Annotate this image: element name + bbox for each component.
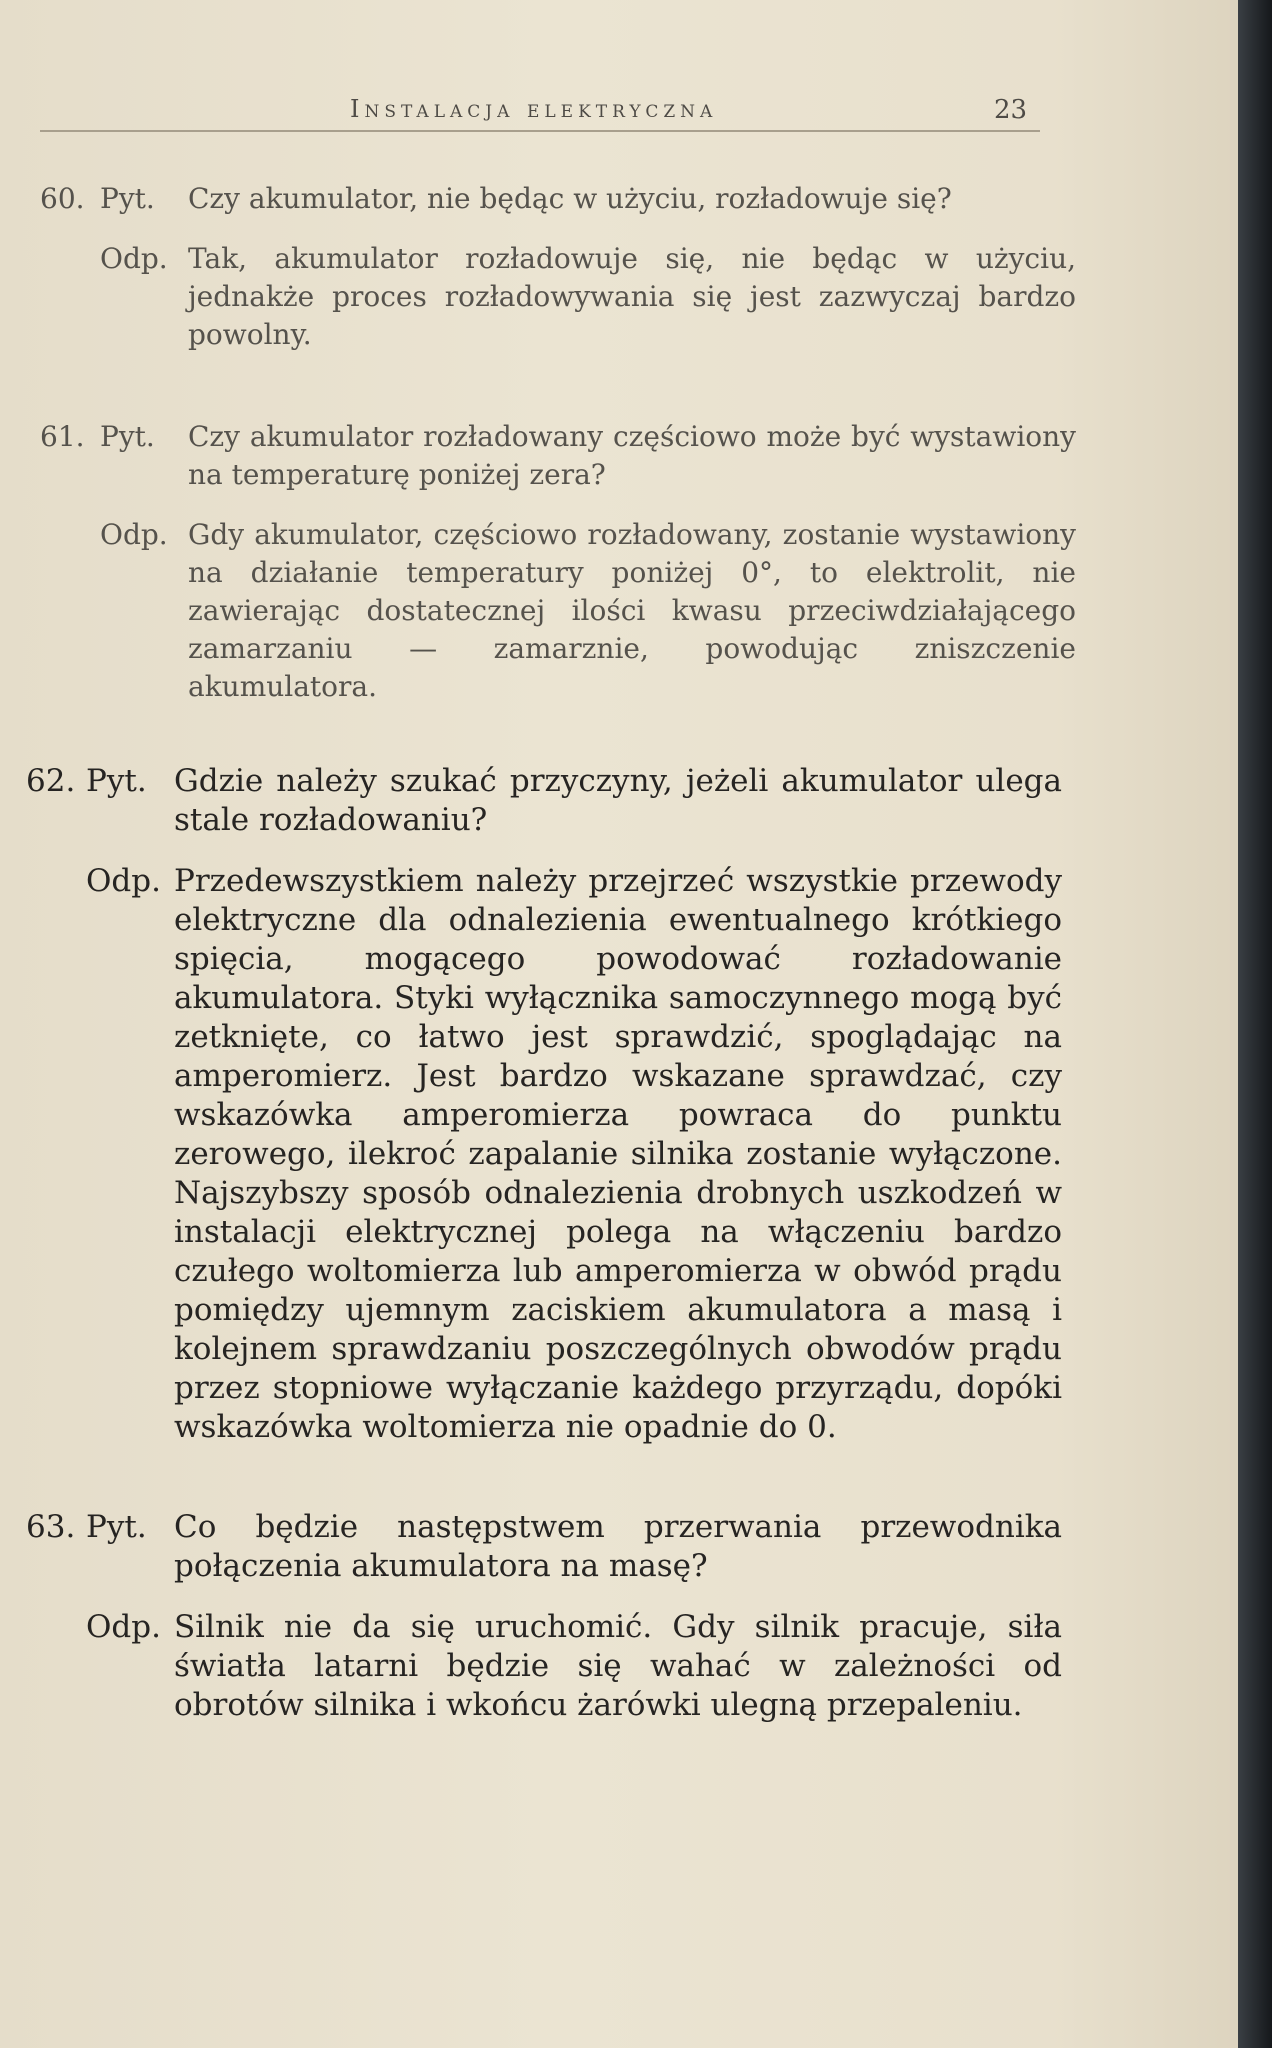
answer-label: Odp. xyxy=(86,1609,161,1645)
answer xyxy=(26,1608,1062,1725)
question-label: Pyt. xyxy=(100,182,155,215)
question-label: Pyt. xyxy=(86,1509,147,1545)
item-number: 63. xyxy=(26,1509,76,1545)
qa-item-63 xyxy=(26,1508,1062,1725)
header-rule xyxy=(40,130,1040,132)
question xyxy=(40,180,1076,218)
question-text: Gdzie należy szukać przyczyny, jeżeli akumulator ulega stale rozładowaniu? xyxy=(174,763,1062,838)
item-number: 61. xyxy=(40,420,85,453)
answer-text: Gdy akumulator, częściowo rozładowany, zostanie wystawiony na działanie temperatury poniżej 0°, to elektrolit, nie zawierając dostatecznej ilości kwasu przeciwdziałającego zamarzaniu — zamarznie, powodując zniszczenie akumulatora. xyxy=(188,518,1076,703)
question-label: Pyt. xyxy=(86,763,147,799)
answer xyxy=(26,862,1062,1447)
answer-text: Silnik nie da się uruchomić. Gdy silnik pracuje, siła światła latarni będzie się wahać w zależności od obrotów silnika i wkońcu żarówki ulegną przepaleniu. xyxy=(174,1609,1062,1723)
answer-label: Odp. xyxy=(86,863,161,899)
running-title: Instalacja elektryczna xyxy=(350,95,718,123)
answer-text: Przedewszystkiem należy przejrzeć wszystkie przewody elektryczne dla odnalezienia ewentualnego krótkiego spięcia, mogącego powodować rozładowanie akumulatora. Styki wyłącznika samoczynnego mogą być zetknięte, co łatwo jest sprawdzić, spoglądając na amperomierz. Jest bardzo wskazane sprawdzać, czy wskazówka amperomierza powraca do punktu zerowego, ilekroć zapalanie silnika zostanie wyłączone. Najszybszy sposób odnalezienia drobnych uszkodzeń w instalacji elektrycznej polega na włączeniu bardzo czułego woltomierza lub amperomierza w obwód prądu pomiędzy ujemnym zaciskiem akumulatora a masą i kolejnem sprawdzaniu poszczególnych obwodów prądu przez stopniowe wyłączanie każdego przyrządu, dopóki wskazówka woltomierza nie opadnie do 0. xyxy=(174,863,1062,1445)
running-head xyxy=(0,95,1238,135)
answer-label: Odp. xyxy=(100,242,168,275)
answer xyxy=(40,240,1076,354)
question-text: Czy akumulator, nie będąc w użyciu, rozładowuje się? xyxy=(188,182,952,215)
page-number: 23 xyxy=(994,95,1028,125)
question xyxy=(26,1508,1062,1586)
answer-label: Odp. xyxy=(100,518,168,551)
question-label: Pyt. xyxy=(100,420,155,453)
answer-text: Tak, akumulator rozładowuje się, nie będąc w użyciu, jednakże proces rozładowywania się jest zazwyczaj bardzo powolny. xyxy=(188,242,1076,351)
item-number: 60. xyxy=(40,182,85,215)
page-edge-shadow xyxy=(1238,0,1272,2048)
qa-item-60 xyxy=(40,180,1076,354)
question-text: Czy akumulator rozładowany częściowo może być wystawiony na temperaturę poniżej zera? xyxy=(188,420,1076,491)
answer xyxy=(40,516,1076,706)
question xyxy=(40,418,1076,494)
question-text: Co będzie następstwem przerwania przewodnika połączenia akumulatora na masę? xyxy=(174,1509,1062,1584)
item-number: 62. xyxy=(26,763,76,799)
qa-item-61 xyxy=(40,418,1076,706)
qa-item-62 xyxy=(26,762,1062,1447)
question xyxy=(26,762,1062,840)
